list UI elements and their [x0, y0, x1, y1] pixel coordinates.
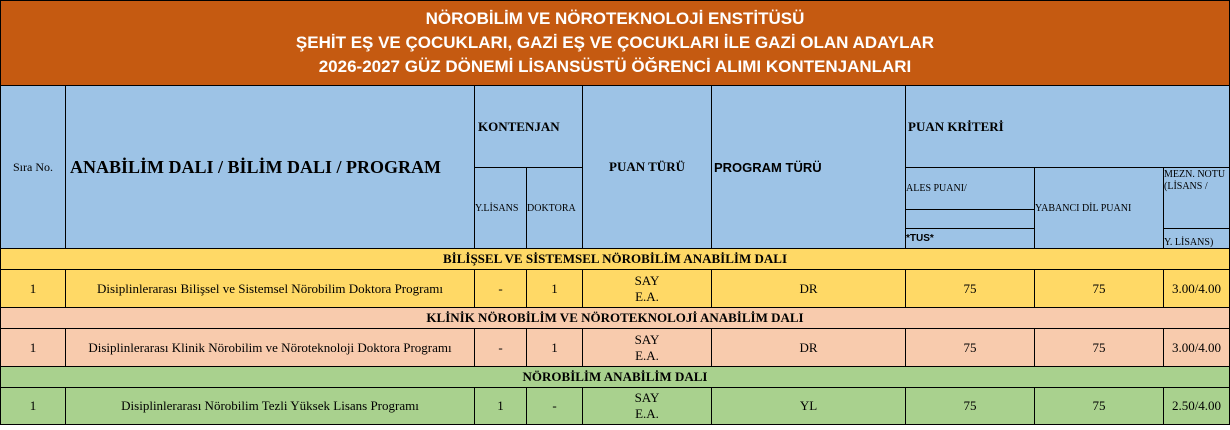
row-sira: 1 — [1, 329, 66, 367]
header-puan-turu: PUAN TÜRÜ — [583, 86, 712, 249]
row-program-turu: DR — [712, 329, 906, 367]
row-puan-turu-say: SAY — [634, 331, 660, 347]
row-ales: 75 — [906, 388, 1035, 425]
row-doktora: 1 — [527, 329, 583, 367]
header-program-turu: PROGRAM TÜRÜ — [712, 86, 906, 249]
row-ales: 75 — [906, 270, 1035, 308]
header-ales: ALES PUANI/ — [906, 168, 1035, 210]
section-title-klinik: KLİNİK NÖROBİLİM VE NÖROTEKNOLOJİ ANABİLİM DALI — [1, 308, 1230, 329]
title-banner — [0, 0, 1230, 86]
header-kontenjan: KONTENJAN — [475, 86, 583, 168]
row-sira: 1 — [1, 388, 66, 425]
row-puan-turu-ea: E.A. — [635, 347, 659, 363]
row-mezuniyet: 3.00/4.00 — [1164, 329, 1230, 367]
row-puan-turu — [583, 329, 712, 367]
title-line-2: ŞEHİT EŞ VE ÇOCUKLARI, GAZİ EŞ VE ÇOCUKLARI İLE GAZİ OLAN ADAYLAR — [295, 33, 935, 52]
row-yabanci-dil: 75 — [1035, 270, 1164, 308]
row-ales: 75 — [906, 329, 1035, 367]
row-yabanci-dil: 75 — [1035, 388, 1164, 425]
row-ylisans: - — [475, 329, 527, 367]
row-puan-turu-ea: E.A. — [635, 288, 659, 304]
header-mezn-notu: MEZN. NOTU (LİSANS / — [1164, 168, 1230, 229]
header-mezn-notu-2: Y. LİSANS) — [1164, 229, 1230, 249]
row-puan-turu-ea: E.A. — [635, 406, 659, 421]
row-program: Disiplinlerarası Klinik Nörobilim ve Nöroteknoloji Doktora Programı — [66, 329, 475, 367]
row-program: Disiplinlerarası Bilişsel ve Sistemsel Nörobilim Doktora Programı — [66, 270, 475, 308]
row-puan-turu — [583, 388, 712, 425]
title-line-1: NÖROBİLİM VE NÖROTEKNOLOJİ ENSTİTÜSÜ — [425, 9, 805, 28]
title-line-3: 2026-2027 GÜZ DÖNEMİ LİSANSÜSTÜ ÖĞRENCİ ALIMI KONTENJANLARI — [318, 57, 912, 76]
table-row — [1, 388, 1230, 425]
quota-table — [0, 85, 1230, 425]
row-mezuniyet: 2.50/4.00 — [1164, 388, 1230, 425]
row-ylisans: - — [475, 270, 527, 308]
row-doktora: - — [527, 388, 583, 425]
row-program-turu: YL — [712, 388, 906, 425]
row-puan-turu-say: SAY — [634, 390, 660, 405]
row-puan-turu — [583, 270, 712, 308]
header-puan-kriteri: PUAN KRİTERİ — [906, 86, 1230, 168]
table-row — [1, 270, 1230, 308]
section-title-bilissel: BİLİŞSEL VE SİSTEMSEL NÖROBİLİM ANABİLİM DALI — [1, 249, 1230, 270]
header-tus: *TUS* — [906, 229, 1035, 249]
section-title-norobilim: NÖROBİLİM ANABİLİM DALI — [1, 367, 1230, 388]
header-doktora: DOKTORA — [527, 168, 583, 249]
header-program: ANABİLİM DALI / BİLİM DALI / PROGRAM — [66, 86, 475, 249]
row-puan-turu-say: SAY — [634, 272, 660, 288]
row-program: Disiplinlerarası Nörobilim Tezli Yüksek Lisans Programı — [66, 388, 475, 425]
header-ales-blank — [906, 210, 1035, 229]
header-ylisans: Y.LİSANS — [475, 168, 527, 249]
row-sira: 1 — [1, 270, 66, 308]
table-row — [1, 329, 1230, 367]
row-ylisans: 1 — [475, 388, 527, 425]
row-program-turu: DR — [712, 270, 906, 308]
row-yabanci-dil: 75 — [1035, 329, 1164, 367]
row-doktora: 1 — [527, 270, 583, 308]
header-sira-no: Sıra No. — [1, 86, 66, 249]
header-yabanci-dil: YABANCI DİL PUANI — [1035, 168, 1164, 249]
row-mezuniyet: 3.00/4.00 — [1164, 270, 1230, 308]
